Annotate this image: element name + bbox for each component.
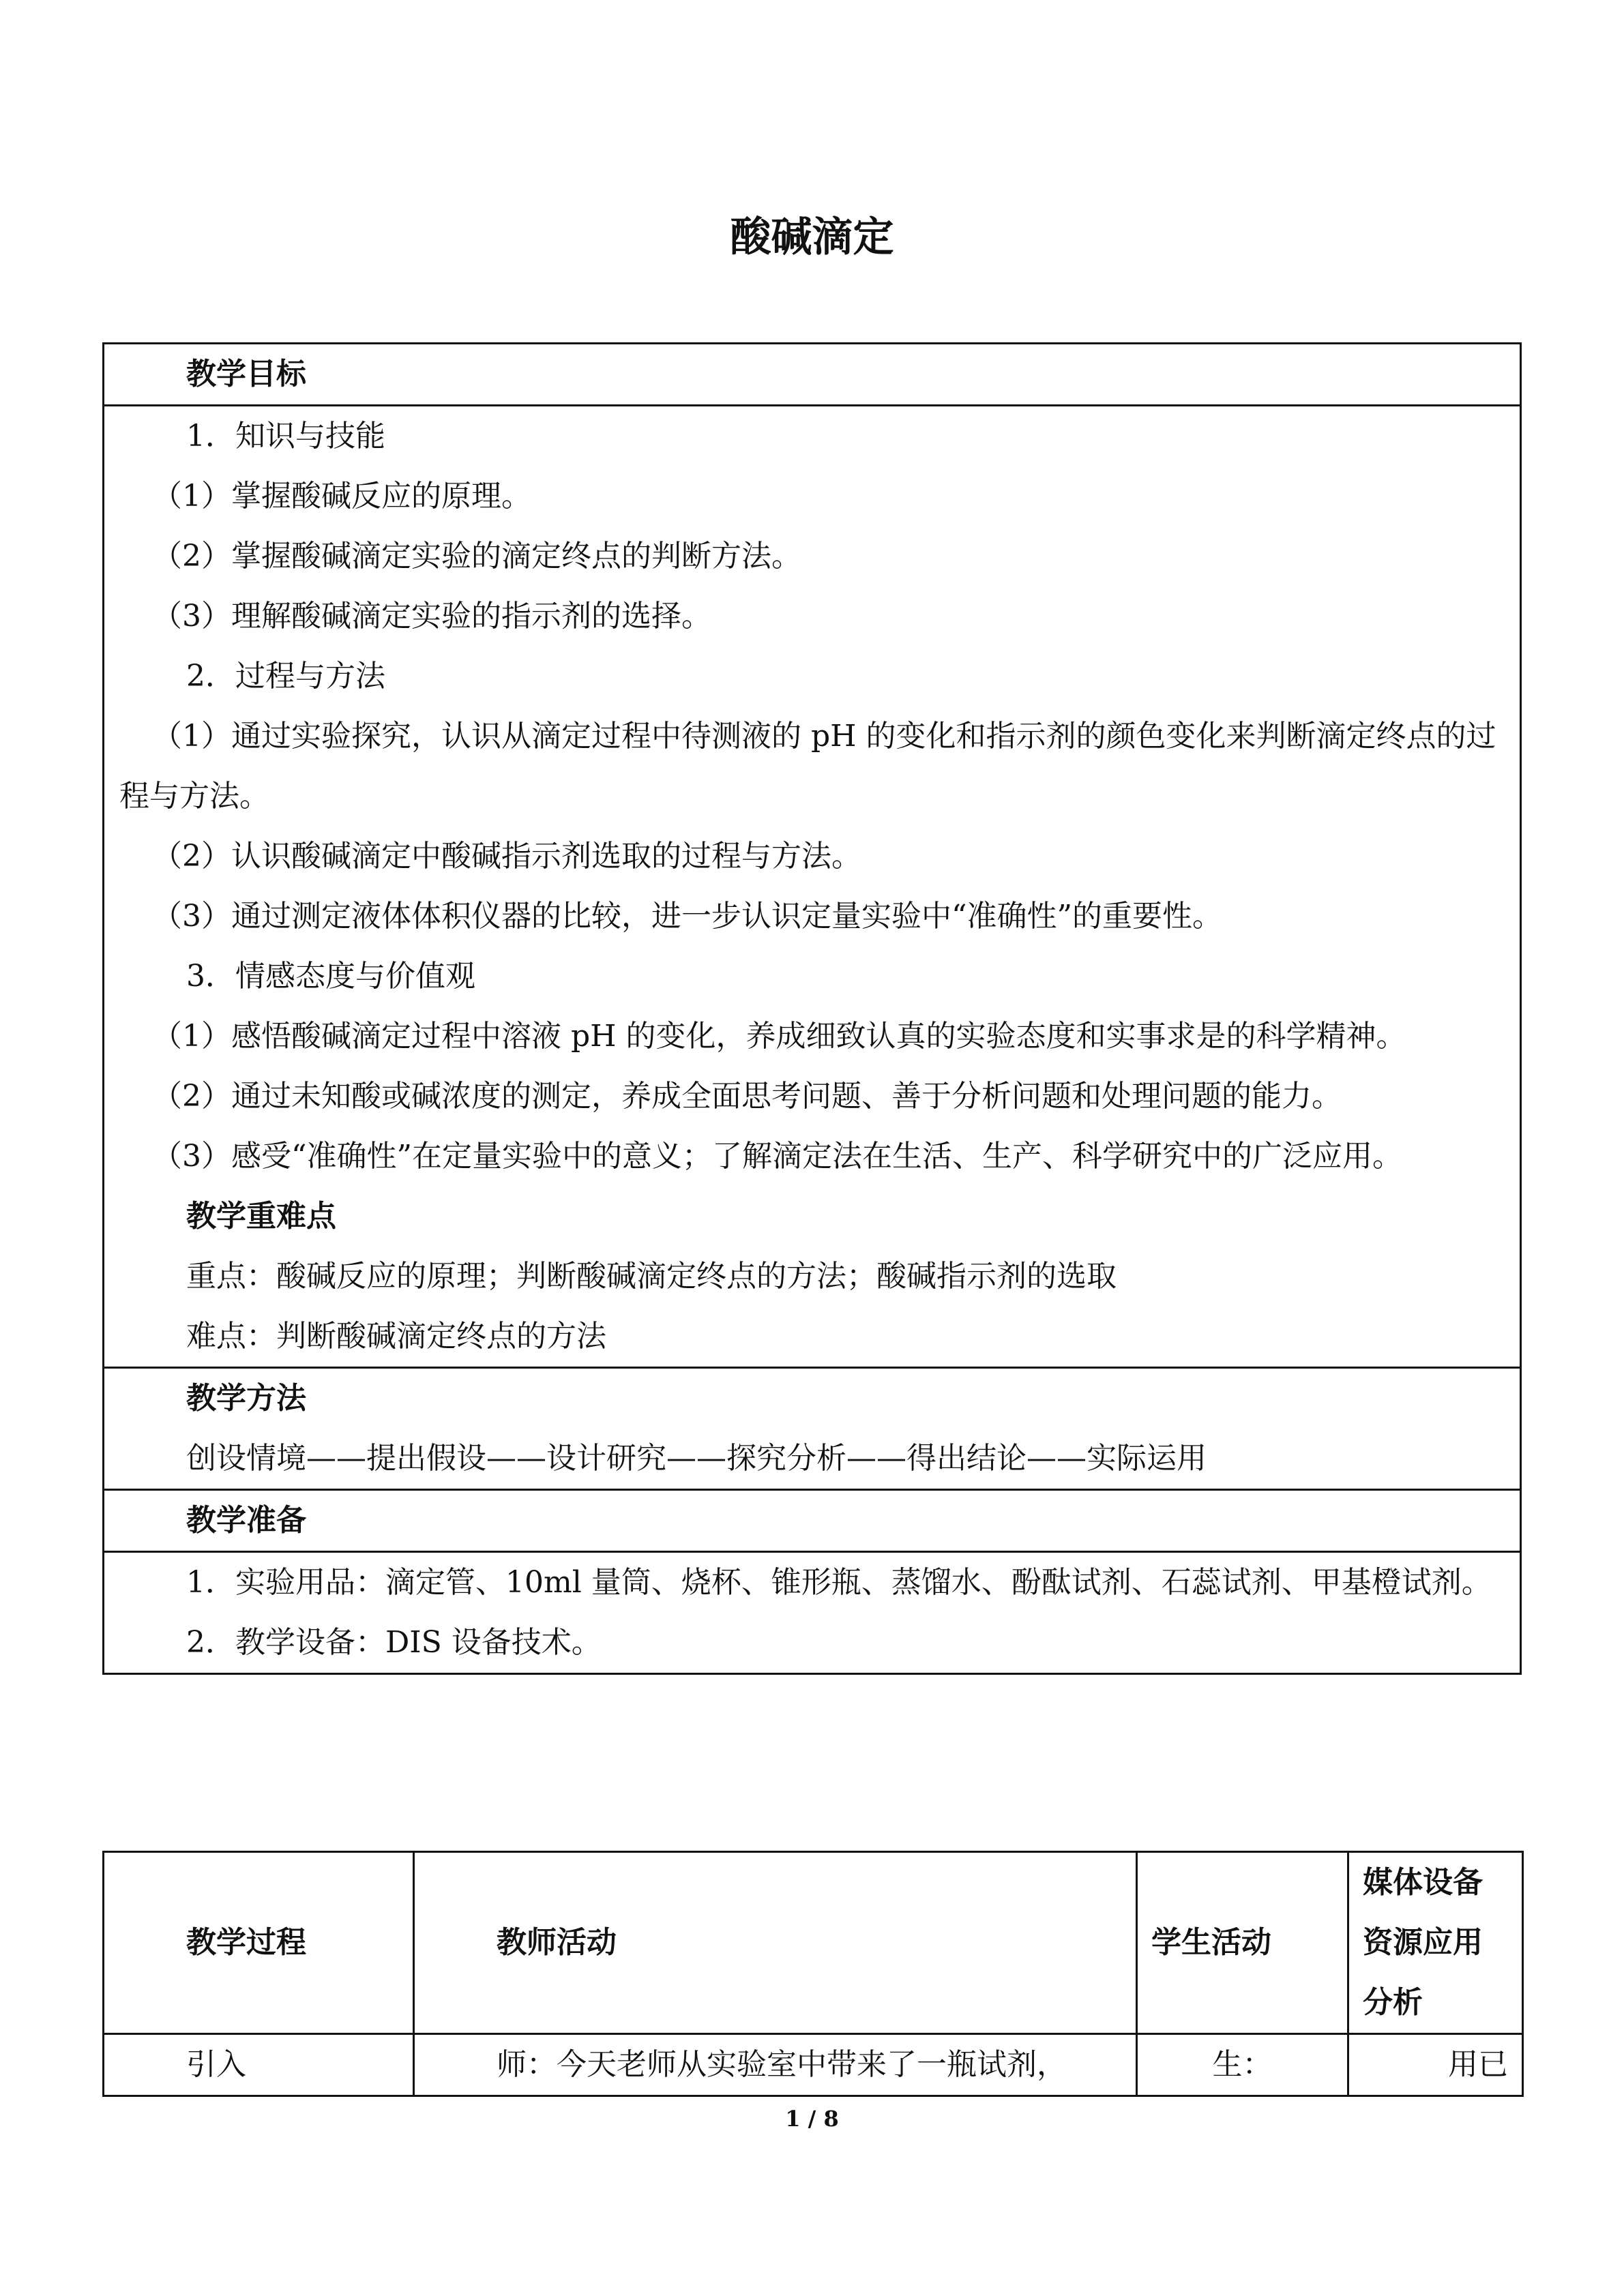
- process-header-row: [104, 1852, 1523, 2034]
- goal-line: （2）通过未知酸或碱浓度的测定，养成全面思考问题、善于分析问题和处理问题的能力。: [152, 1079, 1342, 1114]
- section-header-goals: 教学目标: [104, 344, 1521, 406]
- goal-line: （1）感悟酸碱滴定过程中溶液 pH 的变化，养成细致认真的实验态度和实事求是的科学精神。: [152, 1019, 1406, 1054]
- header-process: 教学过程: [104, 1852, 414, 2034]
- process-table: [102, 1851, 1524, 2097]
- goal-line: 2．过程与方法: [186, 659, 385, 694]
- section-header-method: 教学方法: [186, 1381, 306, 1416]
- goal-line: （1）通过实验探究，认识从滴定过程中待测液的 pH 的变化和指示剂的颜色变化来判断滴定终点的过程与方法。: [119, 719, 1496, 814]
- header-student: 学生活动: [1137, 1852, 1348, 2034]
- goal-line: （1）掌握酸碱反应的原理。: [152, 479, 531, 513]
- prep-header-row: [104, 1490, 1521, 1552]
- cell-process: 引入: [104, 2034, 414, 2096]
- goals-content: [104, 406, 1521, 1368]
- goal-line: （2）认识酸碱滴定中酸碱指示剂选取的过程与方法。: [152, 839, 861, 874]
- prep-line: 1．实验用品：滴定管、10ml 量筒、烧杯、锥形瓶、蒸馏水、酚酞试剂、石蕊试剂、甲基橙试剂。: [186, 1565, 1492, 1600]
- goals-header-row: [104, 344, 1521, 406]
- header-media: 媒体设备资源应用分析: [1348, 1852, 1523, 2034]
- goal-line: （2）掌握酸碱滴定实验的滴定终点的判断方法。: [152, 539, 801, 573]
- goal-line: （3）通过测定液体体积仪器的比较，进一步认识定量实验中“准确性”的重要性。: [152, 899, 1222, 934]
- prep-line: 2．教学设备：DIS 设备技术。: [186, 1625, 602, 1660]
- section-header-prep: 教学准备: [104, 1490, 1521, 1552]
- goals-content-row: [104, 406, 1521, 1368]
- prep-content: [104, 1552, 1521, 1674]
- page-title: 酸碱滴定: [730, 213, 894, 261]
- goal-line: （3）理解酸碱滴定实验的指示剂的选择。: [152, 599, 711, 633]
- difficult-point-line: 难点：判断酸碱滴定终点的方法: [186, 1319, 606, 1354]
- cell-teacher: 师：今天老师从实验室中带来了一瓶试剂，: [414, 2034, 1137, 2096]
- goal-line: 1．知识与技能: [186, 419, 385, 453]
- section-header-key-points: 教学重难点: [186, 1199, 336, 1234]
- method-line: 创设情境——提出假设——设计研究——探究分析——得出结论——实际运用: [186, 1441, 1207, 1476]
- prep-content-row: [104, 1552, 1521, 1674]
- cell-media: 用已: [1348, 2034, 1523, 2096]
- method-row: [104, 1368, 1521, 1490]
- lesson-plan-table: [102, 342, 1522, 1675]
- cell-student: 生：: [1137, 2034, 1348, 2096]
- page-footer: 1 / 8: [785, 2106, 839, 2132]
- goal-line: （3）感受“准确性”在定量实验中的意义；了解滴定法在生活、生产、科学研究中的广泛应用。: [152, 1139, 1402, 1174]
- table-row: [104, 2034, 1523, 2096]
- key-point-line: 重点：酸碱反应的原理；判断酸碱滴定终点的方法；酸碱指示剂的选取: [186, 1259, 1117, 1294]
- header-teacher: 教师活动: [414, 1852, 1137, 2034]
- goal-line: 3．情感态度与价值观: [186, 959, 475, 994]
- method-content: [104, 1368, 1521, 1490]
